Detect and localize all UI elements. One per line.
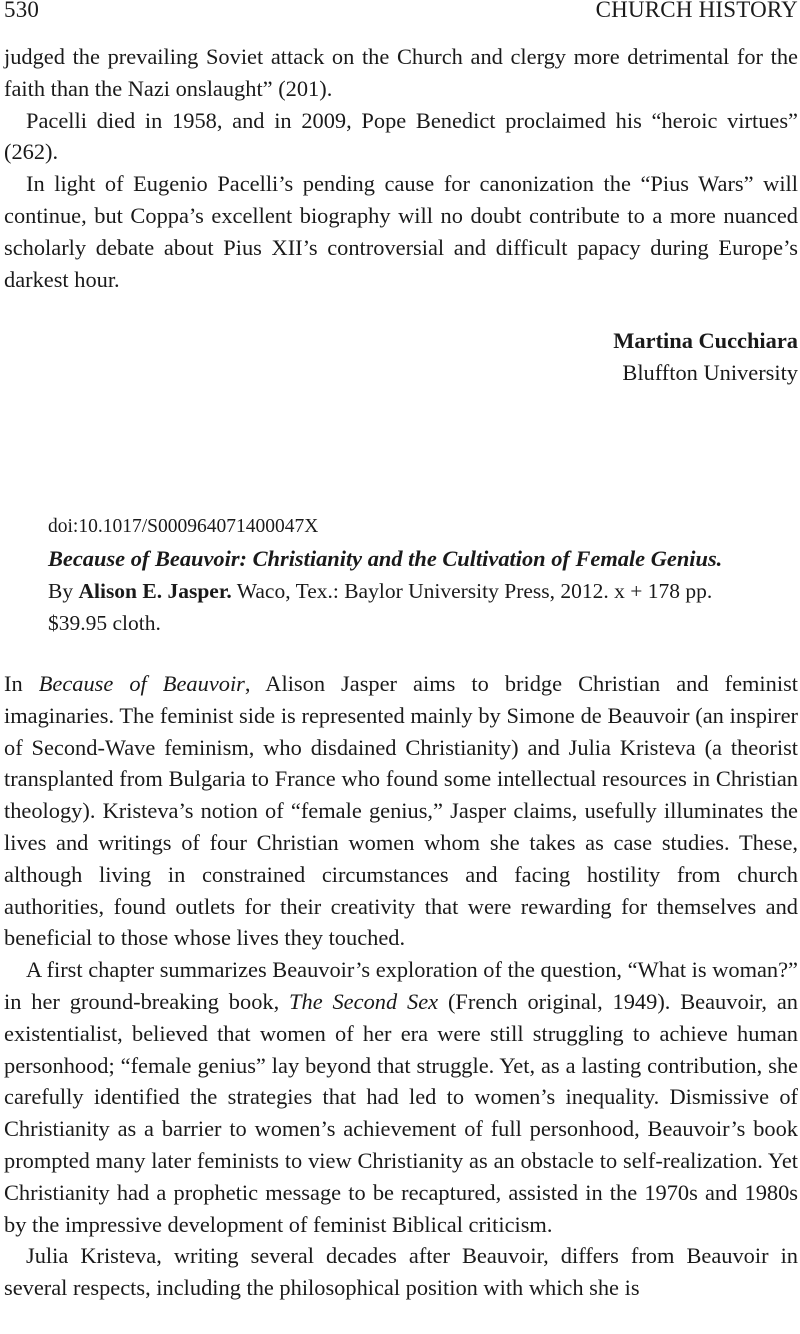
citation	[48, 543, 748, 639]
book-title: Because of Beauvoir: Christianity and the Cultivation of Female Genius.	[48, 545, 723, 571]
prev-review-paragraph-2: Pacelli died in 1958, and in 2009, Pope Benedict proclaimed his “heroic virtues” (262).	[4, 107, 798, 165]
page	[4, 0, 798, 1304]
running-head	[4, 0, 798, 23]
inline-book-title: The Second Sex	[289, 988, 439, 1014]
doi-link[interactable]: doi:10.1017/S000964071400047X	[48, 515, 319, 537]
reviewer-affiliation: Bluffton University	[622, 360, 798, 386]
publication-info: Waco, Tex.: Baylor University Press, 2012. x + 178 pp. $39.95 cloth.	[48, 578, 713, 635]
prev-review-paragraph-3: In light of Eugenio Pacelli’s pending cause for canonization the “Pius Wars” will continue, but Coppa’s excellent biography will no doubt contribute to a more nuanced scholarly debate about Pius XII’s controversial and difficult papacy during Europe’s darkest hour.	[4, 171, 798, 292]
journal-title: CHURCH HISTORY	[595, 0, 798, 22]
review-paragraph-2: A first chapter summarizes Beauvoir’s exploration of the question, “What is woman?” in her ground-breaking book, The Second Sex (French original, 1949). Beauvoir, an existentialist, believed that women of her era were still struggling to achieve human personhood; “female genius” lay beyond that struggle. Yet, as a lasting contribution, she carefully identified the strategies that had led to women’s inequality. Dismissive of Christianity as a barrier to women’s achievement of full personhood, Beauvoir’s book prompted many later feminists to view Christianity as an obstacle to self-realization. Yet Christianity had a prophetic message to be recaptured, assisted in the 1970s and 1980s by the impressive development of feminist Biblical criticism.	[4, 957, 799, 1237]
review-heading	[48, 511, 748, 639]
reviewer-name: Martina Cucchiara	[613, 328, 798, 354]
review-paragraph-1: In Because of Beauvoir, Alison Jasper aims to bridge Christian and feminist imaginaries. The feminist side is represented mainly by Simone de Beauvoir (an inspirer of Second-Wave feminism, who disdained Christianity) and Julia Kristeva (a theorist transplanted from Bulgaria to France who found some intellectual resources in Christian theology). Kristeva’s notion of “female genius,” Jasper claims, usefully illuminates the lives and writings of four Christian women whom she takes as case studies. These, although living in constrained circumstances and facing hostility from church authorities, found outlets for their creativity that were rewarding for themselves and beneficial to those whose lives they touched.	[4, 670, 799, 951]
reviewer-signature	[4, 325, 798, 389]
page-number: 530	[4, 0, 40, 22]
prev-review-paragraph-1: judged the prevailing Soviet attack on the Church and clergy more detrimental for the faith than the Nazi onslaught” (201).	[4, 44, 798, 101]
book-author: Alison E. Jasper.	[78, 578, 232, 603]
review-paragraph-3: Julia Kristeva, writing several decades after Beauvoir, differs from Beauvoir in several respects, including the philosophical position with which she is	[4, 1243, 798, 1301]
inline-book-title: Because of Beauvoir	[38, 670, 245, 696]
citation-by: By	[48, 578, 74, 603]
